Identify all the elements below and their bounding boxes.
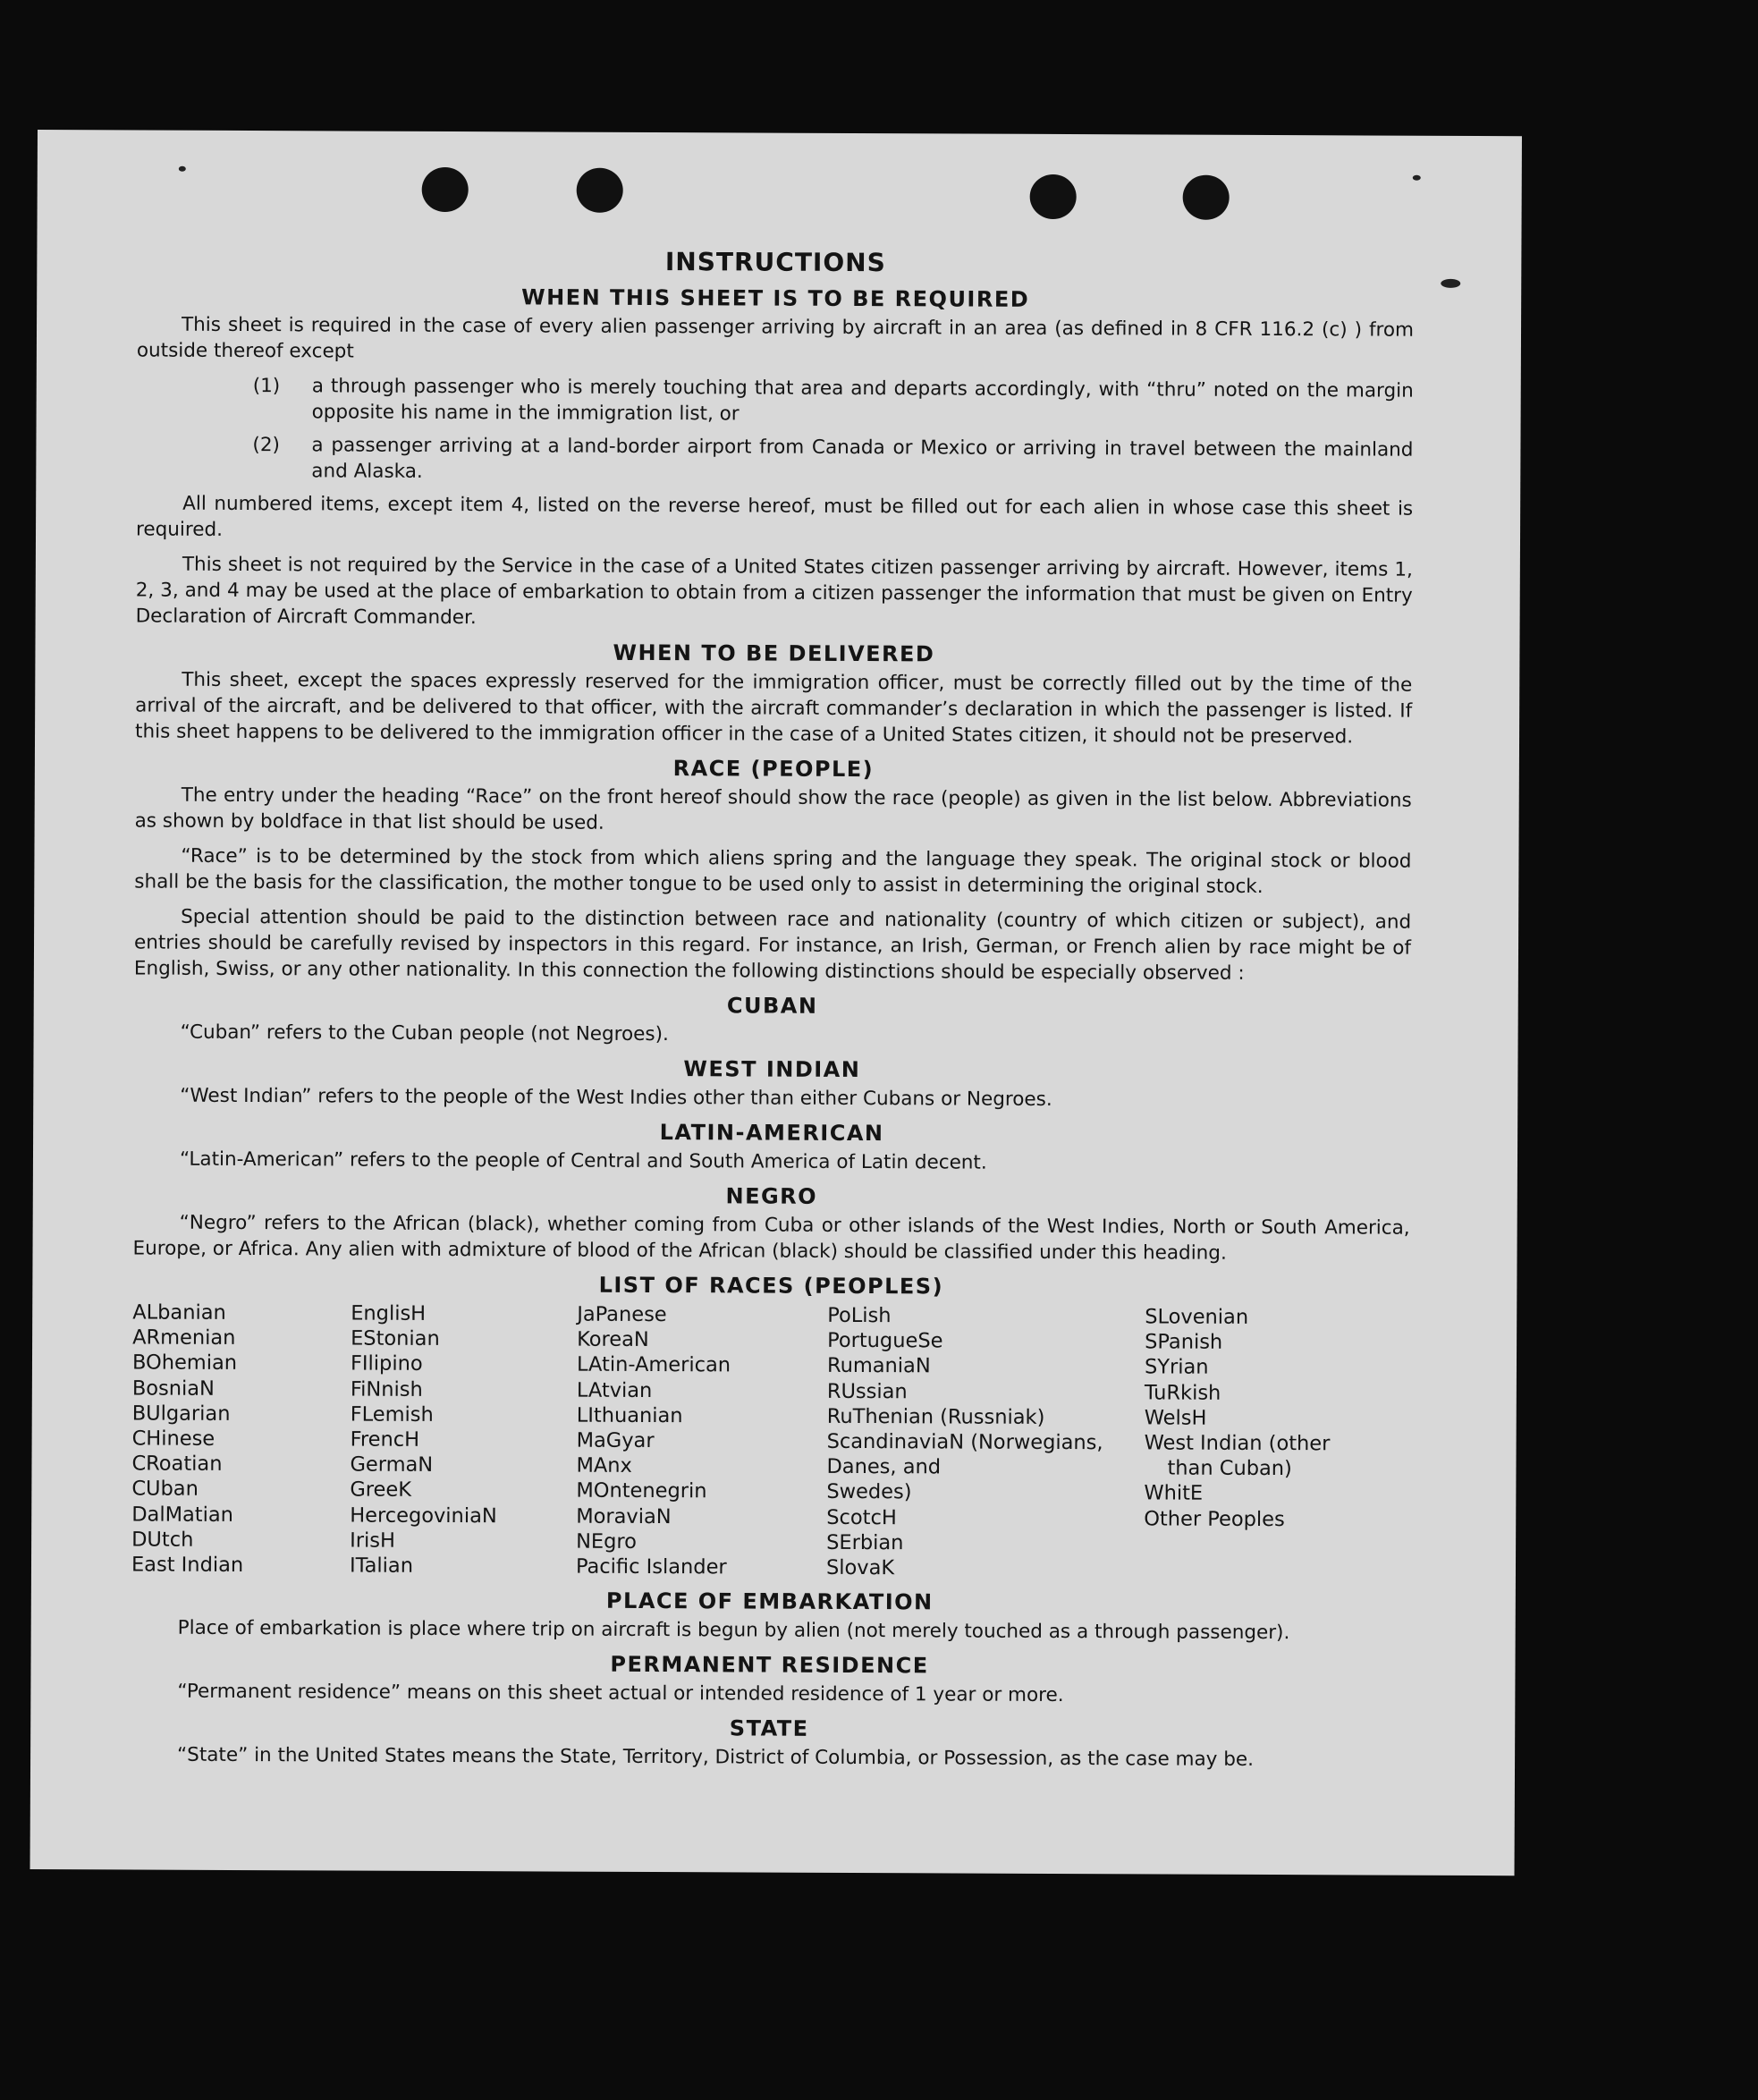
race-entry: Swedes)	[826, 1480, 912, 1504]
race-entry: MOntenegrin	[576, 1479, 707, 1503]
item-number: (1)	[252, 375, 281, 398]
list-item	[136, 431, 1413, 488]
list-item	[137, 372, 1414, 429]
paragraph: “Race” is to be determined by the stock from which aliens spring and the language they speak. The original stock or blood shall be the basis for the classification, the mother tongue to be used only to assist in determining the original stock.	[134, 844, 1412, 898]
race-entry: FiNnish	[350, 1377, 423, 1401]
race-entry: Other Peoples	[1144, 1507, 1285, 1531]
race-entry: Pacific Islander	[575, 1554, 727, 1579]
ink-speck	[1441, 279, 1460, 288]
race-entry: SErbian	[826, 1530, 904, 1555]
punch-hole	[577, 168, 623, 213]
race-entry: TuRkish	[1144, 1381, 1221, 1405]
race-entry: BOhemian	[131, 1351, 238, 1376]
paragraph: This sheet is required in the case of every alien passenger arriving by aircraft in an area (as defined in 8 CFR 116.2 (c) ) from outside thereof except	[136, 313, 1415, 363]
paragraph: The entry under the heading “Race” on the front hereof should show the race (people) as given in the list below. Abbreviations as shown by boldface in that list should be used.	[134, 783, 1412, 834]
item-number: (2)	[252, 434, 280, 457]
race-entry: BUlgarian	[131, 1401, 231, 1426]
race-entry: IrisH	[350, 1528, 395, 1553]
race-entry: GermaN	[350, 1452, 434, 1478]
document-sheet	[30, 130, 1522, 1876]
section-heading: RACE (PEOPLE)	[672, 756, 875, 783]
section-heading: PLACE OF EMBARKATION	[605, 1588, 934, 1615]
races-column	[826, 1303, 1145, 1582]
race-entry: CHinese	[131, 1427, 216, 1451]
paragraph: “Latin-American” refers to the people of Central and South America of Latin decent.	[179, 1147, 987, 1174]
race-entry: DalMatian	[131, 1503, 233, 1527]
race-entry: RUssian	[826, 1379, 908, 1403]
race-entry: FrencH	[350, 1427, 420, 1452]
item-text: a passenger arriving at a land-border airport from Canada or Mexico or arriving in travel between the mainland and Alaska.	[311, 434, 1414, 483]
punch-hole	[422, 167, 469, 212]
race-entry: MaGyar	[576, 1428, 655, 1453]
paragraph: This sheet, except the spaces expressly reserved for the immigration officer, must be correctly filled out by the time of the arrival of the aircraft, and be delivered to that officer, with the aircraft commander’s declaration in which the passenger is listed. If this sheet happens to be delivered to the immigration officer in the case of a United States citizen, it should not be preserved.	[135, 668, 1413, 749]
race-entry: PortugueSe	[827, 1329, 943, 1353]
section-heading: LIST OF RACES (PEOPLES)	[598, 1272, 944, 1300]
race-entry: PoLish	[827, 1303, 892, 1328]
races-column	[1144, 1304, 1409, 1583]
section-heading: WHEN TO BE DELIVERED	[613, 639, 935, 667]
section-heading: STATE	[729, 1715, 809, 1742]
race-entry: East Indian	[131, 1553, 244, 1578]
race-entry: DUtch	[131, 1528, 194, 1552]
race-entry: SYrian	[1144, 1355, 1209, 1380]
race-entry: EStonian	[351, 1326, 440, 1351]
paragraph: “West Indian” refers to the people of the West Indies other than either Cubans or Negroes.	[180, 1084, 1052, 1111]
race-entry: LIthuanian	[576, 1403, 683, 1427]
section-heading: NEGRO	[725, 1183, 818, 1209]
race-entry: SLovenian	[1145, 1305, 1249, 1329]
race-entry: LAtvian	[576, 1378, 653, 1402]
race-entry: KoreaN	[577, 1327, 649, 1352]
races-column	[131, 1300, 351, 1578]
punch-hole	[1030, 174, 1077, 219]
race-entry: EnglisH	[351, 1301, 427, 1325]
race-entry: FLemish	[350, 1402, 434, 1427]
races-list	[131, 1300, 1409, 1582]
item-text: a through passenger who is merely touching that area and departs accordingly, with “thru” noted on the margin opposite his name in the immigration list, or	[311, 375, 1414, 426]
race-entry: CRoatian	[131, 1452, 223, 1477]
section-heading: WEST INDIAN	[683, 1056, 861, 1083]
section-heading: CUBAN	[726, 993, 818, 1019]
race-entry: SPanish	[1145, 1330, 1223, 1354]
race-entry: ScotcH	[826, 1505, 897, 1529]
instructions-content	[131, 246, 1414, 1782]
paragraph: This sheet is not required by the Service in the case of a United States citizen passenger arriving by aircraft. However, items 1, 2, 3, and 4 may be used at the place of embarkation to obtain from a citizen passenger the information that must be given on Entry Declaration of Aircraft Commander.	[135, 553, 1413, 630]
section-heading: PERMANENT RESIDENCE	[610, 1652, 929, 1679]
race-entry: than Cuban)	[1167, 1456, 1292, 1481]
paragraph: All numbered items, except item 4, listed on the reverse hereof, must be filled out for each alien in whose case this sheet is required.	[135, 492, 1414, 541]
section-heading: LATIN-AMERICAN	[659, 1120, 884, 1147]
paragraph: “State” in the United States means the State, Territory, District of Columbia, or Possession, as the case may be.	[177, 1743, 1255, 1772]
race-entry: ARmenian	[132, 1325, 236, 1351]
paragraph: “Negro” refers to the African (black), whether coming from Cuba or other islands of the West Indies, North or South America, Europe, or Africa. Any alien with admixture of blood of the African (black) should be classified under this heading.	[132, 1211, 1410, 1265]
race-entry: West Indian (other	[1144, 1431, 1331, 1456]
ink-speck	[179, 166, 186, 172]
race-entry: MAnx	[576, 1453, 632, 1478]
paragraph: Special attention should be paid to the distinction between race and nationality (country of which citizen or subject), and entries should be carefully revised by inspectors in this regard. For instance, an Irish, German, or French alien by race might be of English, Swiss, or any other nationality. In this connection the following distinctions should be especially observed :	[133, 905, 1412, 985]
race-entry: BosniaN	[131, 1376, 215, 1401]
race-entry: NEgro	[576, 1529, 638, 1554]
race-entry: HercegoviniaN	[350, 1503, 497, 1528]
race-entry: RumaniaN	[826, 1354, 931, 1378]
race-entry: Danes, and	[826, 1455, 942, 1479]
race-entry: GreeK	[350, 1478, 412, 1503]
race-entry: ITalian	[349, 1554, 414, 1578]
race-entry: FIlipino	[350, 1351, 423, 1376]
punch-hole	[1183, 175, 1230, 220]
race-entry: WelsH	[1144, 1406, 1207, 1430]
race-entry: ScandinaviaN (Norwegians,	[826, 1429, 1103, 1455]
race-entry: SlovaK	[825, 1555, 895, 1580]
race-entry: LAtin-American	[576, 1353, 731, 1377]
race-entry: CUban	[131, 1477, 199, 1502]
ink-speck	[1413, 175, 1421, 181]
page-title: INSTRUCTIONS	[664, 247, 886, 278]
paragraph: “Cuban” refers to the Cuban people (not Negroes).	[180, 1020, 669, 1046]
races-column	[350, 1301, 577, 1579]
races-column	[576, 1302, 827, 1580]
race-entry: JaPanese	[577, 1302, 667, 1327]
paragraph: Place of embarkation is place where trip on aircraft is begun by alien (not merely touched as a through passenger).	[177, 1616, 1290, 1645]
race-entry: RuThenian (Russniak)	[826, 1404, 1045, 1429]
race-entry: MoraviaN	[576, 1504, 672, 1528]
race-entry: ALbanian	[132, 1300, 226, 1325]
race-entry: WhitE	[1144, 1481, 1204, 1506]
section-heading: WHEN THIS SHEET IS TO BE REQUIRED	[521, 284, 1030, 312]
paragraph: “Permanent residence” means on this sheet actual or intended residence of 1 year or more.	[177, 1680, 1064, 1707]
